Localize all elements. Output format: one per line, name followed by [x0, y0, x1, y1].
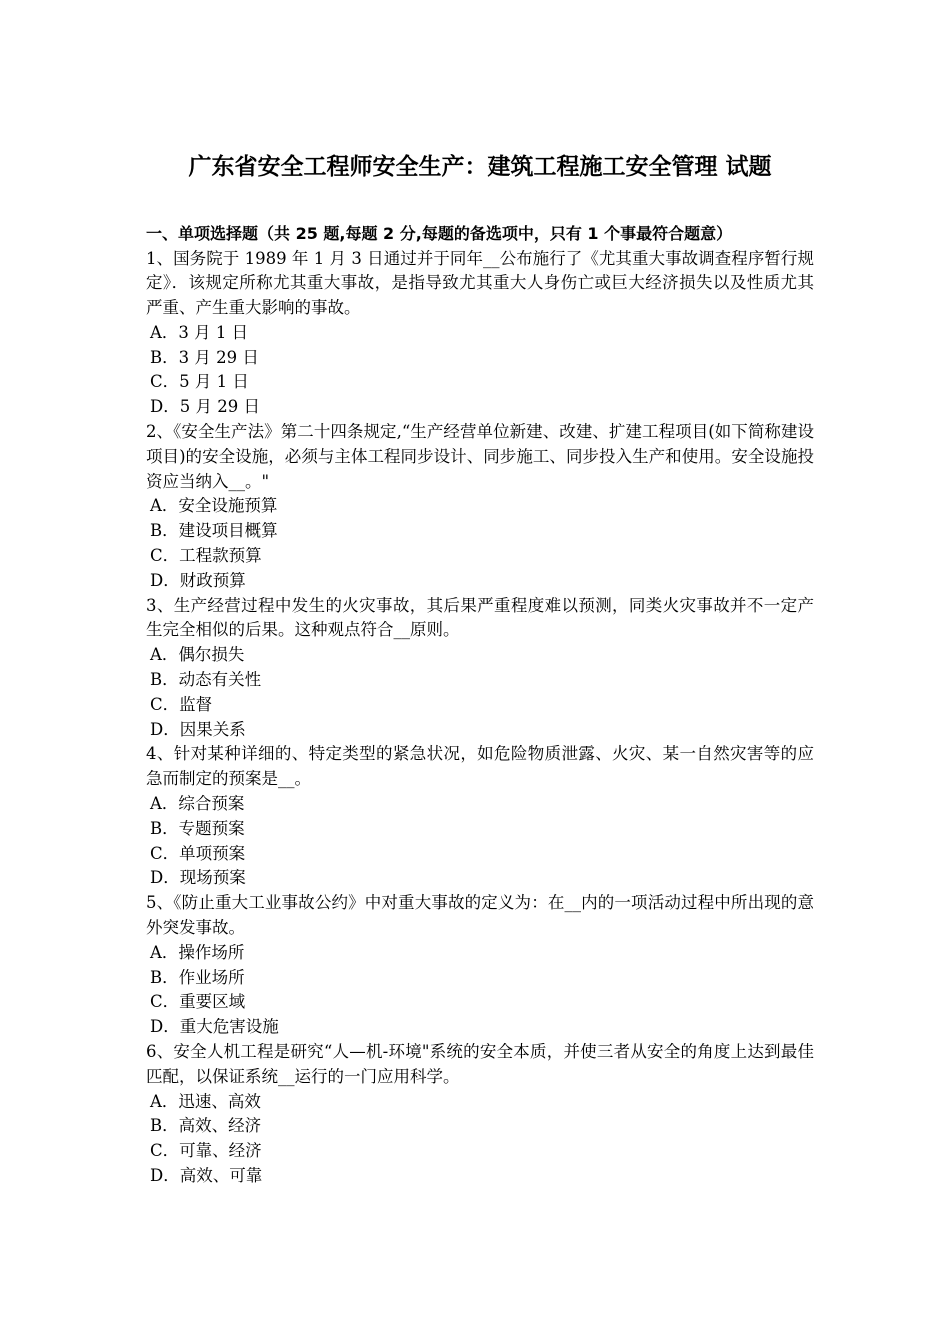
option-d: D．高效、可靠	[150, 1165, 263, 1185]
question-stem: 4、针对某种详细的、特定类型的紧急状况，如危险物质泄露、火灾、某一自然灾害等的应急而制定的预案是__。	[146, 744, 814, 789]
option-c: C．监督	[150, 694, 213, 714]
question-1	[146, 247, 814, 421]
option-b: B．建设项目概算	[150, 521, 278, 541]
document-title: 广东省安全工程师安全生产：建筑工程施工安全管理 试题	[188, 154, 772, 180]
option-a: A．偶尔损失	[150, 645, 245, 665]
question-stem: 6、安全人机工程是研究“人—机-环境"系统的安全本质，并使三者从安全的角度上达到最佳匹配，以保证系统__运行的一门应用科学。	[146, 1042, 814, 1086]
question-6	[146, 1040, 814, 1189]
option-d: D．现场预案	[150, 868, 246, 888]
option-a: A．操作场所	[150, 942, 245, 962]
question-stem: 3、生产经营过程中发生的火灾事故，其后果严重程度难以预测，同类火灾事故并不一定产生完全相似的后果。这种观点符合__原则。	[146, 595, 814, 640]
option-c: C．工程款预算	[150, 546, 262, 566]
option-d: D．重大危害设施	[150, 1017, 279, 1037]
question-stem: 2、《安全生产法》第二十四条规定,“生产经营单位新建、改建、扩建工程项目(如下简称建设项目)的安全设施，必须与主体工程同步设计、同步施工、同步投入生产和使用。安全设施投资应当纳入__。"	[146, 422, 814, 491]
option-c: C．重要区域	[150, 992, 246, 1012]
option-b: B．高效、经济	[150, 1116, 262, 1136]
document-page	[146, 150, 814, 1189]
option-c: C．可靠、经济	[150, 1141, 262, 1161]
option-a: A．迅速、高效	[150, 1091, 261, 1111]
question-2	[146, 420, 814, 594]
option-d: D．财政预算	[150, 570, 246, 590]
section-heading: 一、单项选择题（共 25 题,每题 2 分,每题的备选项中，只有 1 个事最符合题意）	[146, 224, 733, 243]
option-d: D．5 月 29 日	[150, 397, 260, 417]
option-a: A．安全设施预算	[150, 496, 278, 516]
option-c: C．5 月 1 日	[150, 372, 249, 392]
option-a: A．3 月 1 日	[150, 322, 249, 342]
question-stem: 1、国务院于 1989 年 1 月 3 日通过并于同年__公布施行了《尤其重大事故调查程序暂行规定》．该规定所称尤其重大事故，是指导致尤其重大人身伤亡或巨大经济损失以及性质尤其严重、产生重大影响的事故。	[146, 248, 814, 318]
question-3	[146, 594, 814, 743]
question-5	[146, 891, 814, 1040]
option-b: B．专题预案	[150, 818, 245, 838]
option-c: C．单项预案	[150, 843, 246, 863]
question-stem: 5、《防止重大工业事故公约》中对重大事故的定义为：在__内的一项活动过程中所出现的意外突发事故。	[146, 893, 814, 938]
option-d: D．因果关系	[150, 719, 246, 739]
question-4	[146, 742, 814, 891]
option-b: B．作业场所	[150, 967, 245, 987]
option-b: B．动态有关性	[150, 670, 262, 690]
option-b: B．3 月 29 日	[150, 347, 259, 367]
option-a: A．综合预案	[150, 794, 245, 814]
